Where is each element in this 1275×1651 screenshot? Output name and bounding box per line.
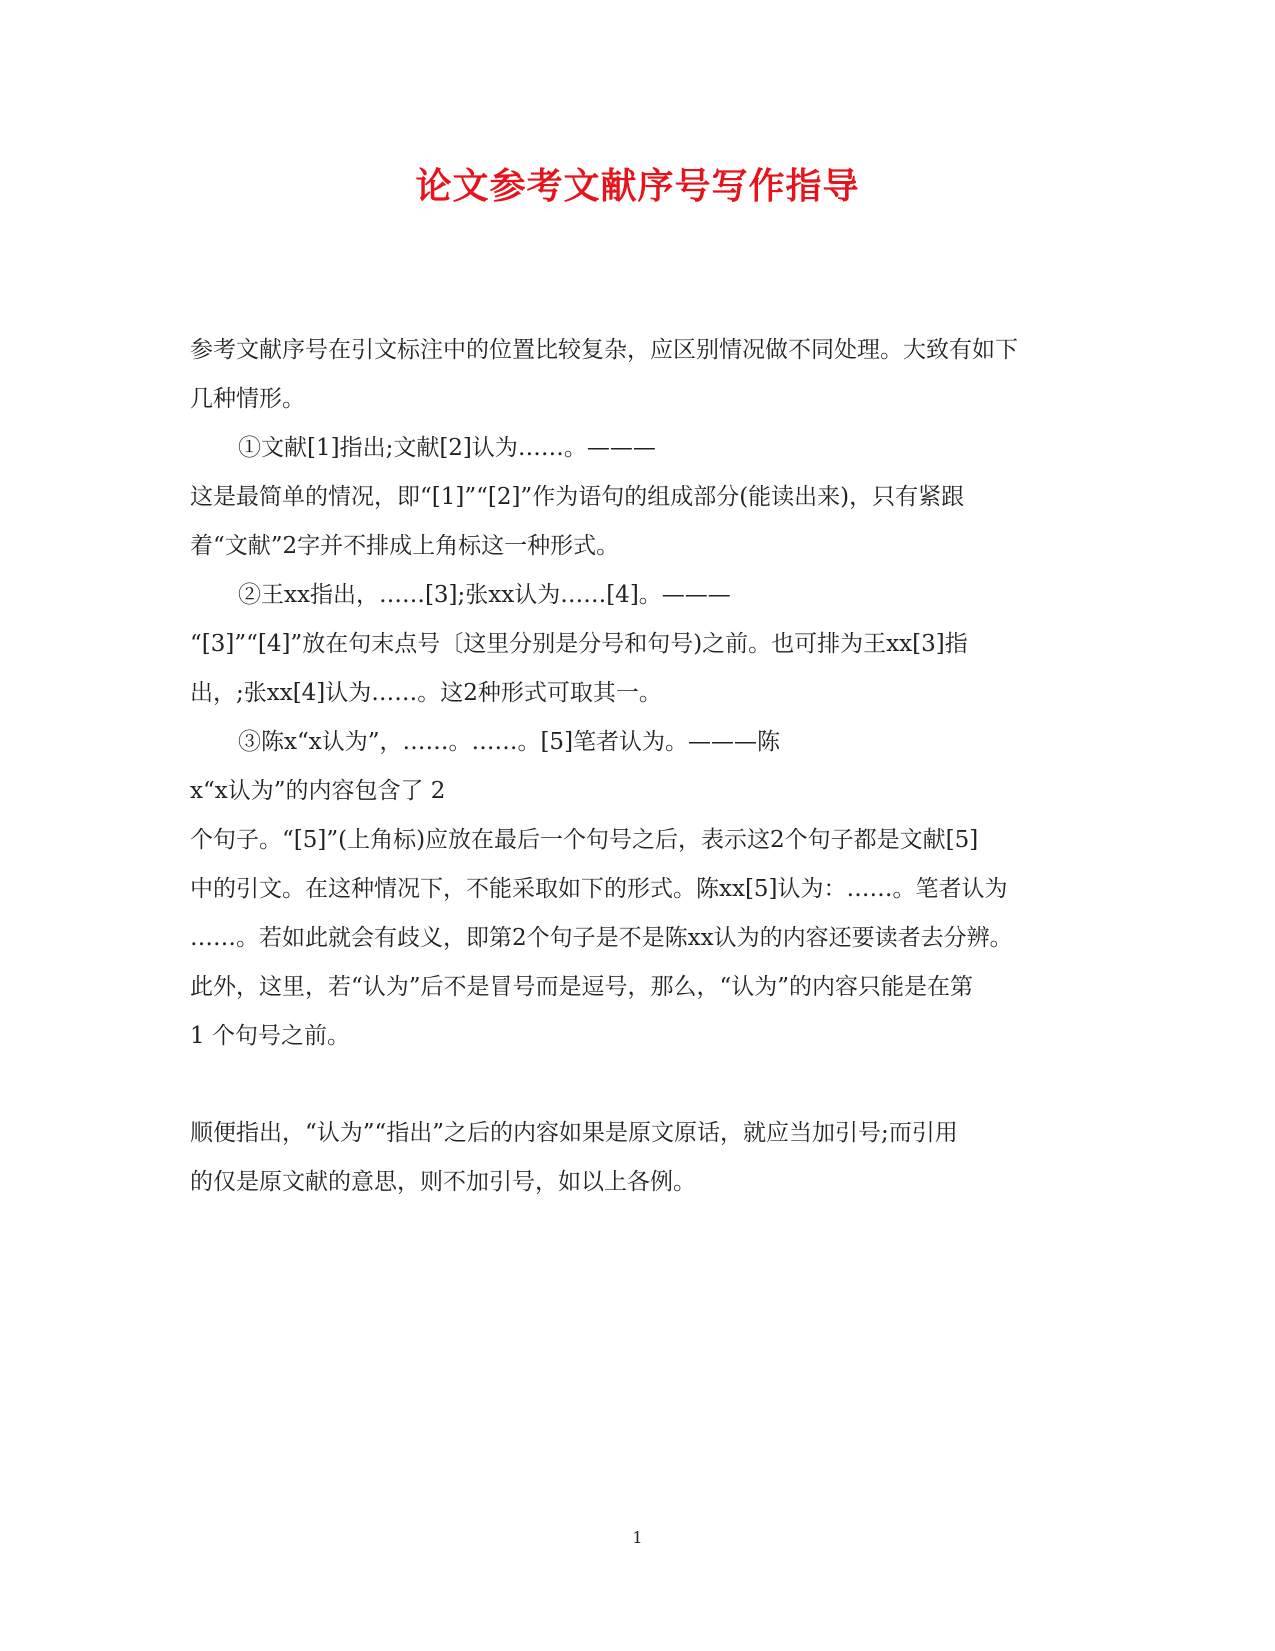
body-line: x“x认为”的内容包含了 2 xyxy=(190,778,446,804)
body-line: 这是最简单的情况，即“[1]”“[2]”作为语句的组成部分(能读出来)，只有紧跟 xyxy=(190,484,965,510)
body-line: 中的引文。在这种情况下，不能采取如下的形式。陈xx[5]认为：……。笔者认为 xyxy=(190,876,1008,902)
body-line: 个句子。“[5]”(上角标)应放在最后一个句号之后，表示这2个句子都是文献[5] xyxy=(190,827,979,853)
document-body xyxy=(190,326,1095,1207)
body-line: 着“文献”2字并不排成上角标这一种形式。 xyxy=(190,533,620,559)
body-line: 参考文献序号在引文标注中的位置比较复杂，应区别情况做不同处理。大致有如下 xyxy=(190,337,1018,363)
body-line: 几种情形。 xyxy=(190,386,305,412)
body-line: 的仅是原文献的意思，则不加引号，如以上各例。 xyxy=(190,1169,696,1195)
body-line: ……。若如此就会有歧义，即第2个句子是不是陈xx认为的内容还要读者去分辨。 xyxy=(190,925,1013,951)
list-item-3: ③陈x“x认为”，……。……。[5]笔者认为。———陈 xyxy=(238,729,781,755)
document-title: 论文参考文献序号写作指导 xyxy=(415,165,860,207)
paragraph-gap xyxy=(190,1061,1095,1109)
body-line: 出，;张xx[4]认为……。这2种形式可取其一。 xyxy=(190,680,662,706)
list-item-2: ②王xx指出，……[3];张xx认为……[4]。——— xyxy=(238,582,731,608)
list-item-1: ①文献[1]指出;文献[2]认为……。——— xyxy=(238,435,656,461)
body-line: 顺便指出，“认为”“指出”之后的内容如果是原文原话，就应当加引号;而引用 xyxy=(190,1120,958,1146)
body-line: “[3]”“[4]”放在句末点号〔这里分别是分号和句号)之前。也可排为王xx[3]指 xyxy=(190,631,968,657)
body-line: 此外，这里，若“认为”后不是冒号而是逗号，那么，“认为”的内容只能是在第 xyxy=(190,974,974,1000)
body-line: 1 个句号之前。 xyxy=(190,1023,350,1049)
page-number: 1 xyxy=(632,1528,643,1547)
